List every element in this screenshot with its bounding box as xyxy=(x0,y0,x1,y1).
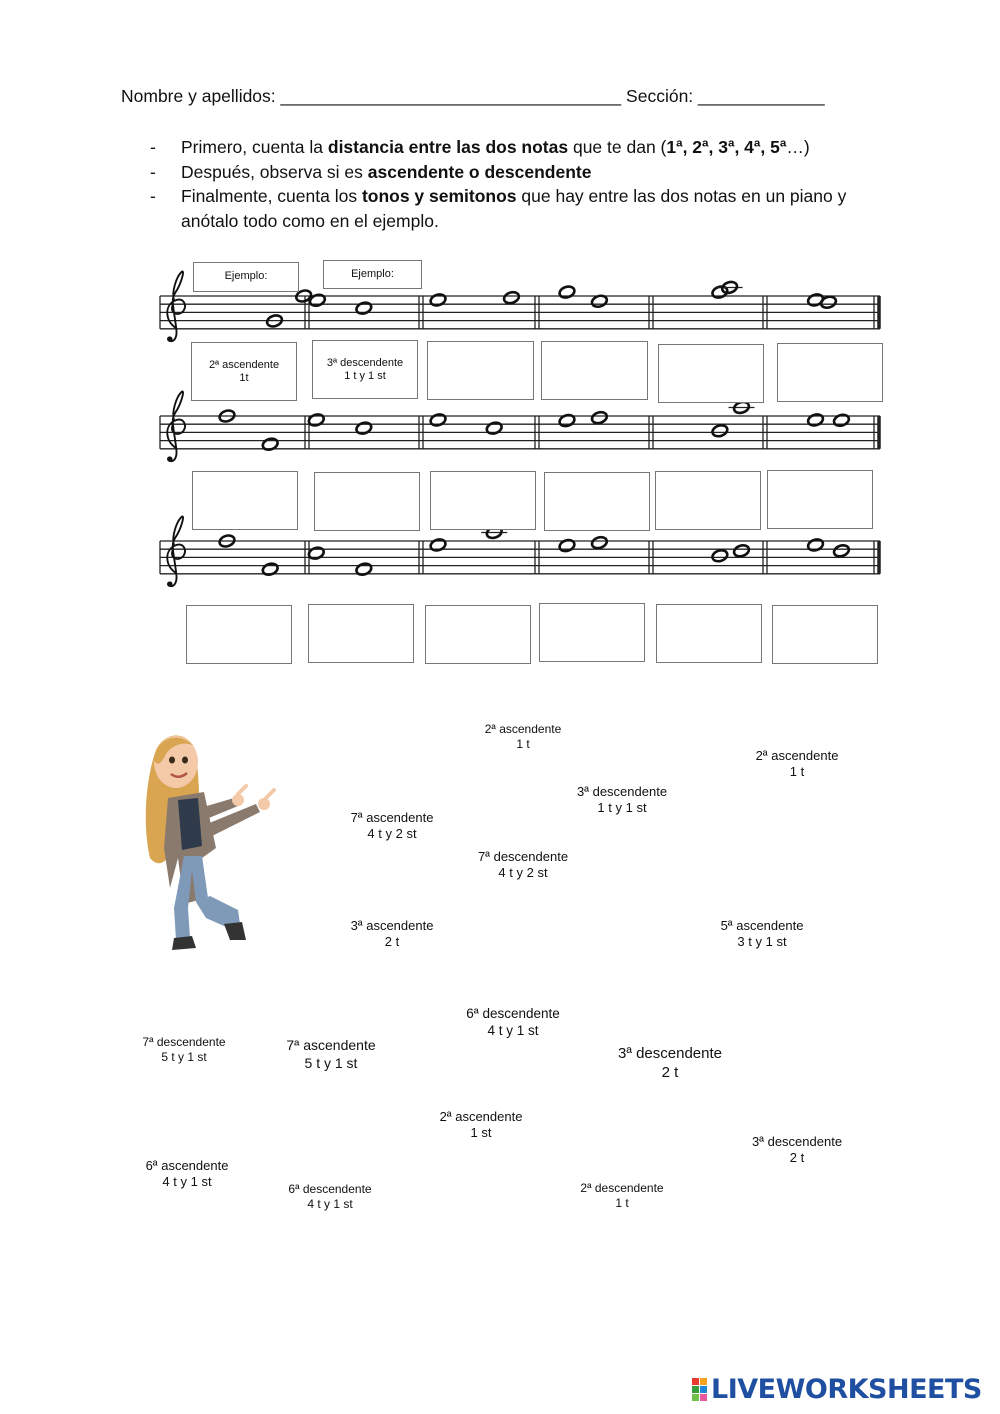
logo-block-6 xyxy=(700,1394,707,1401)
answer-tile-4[interactable]: 7ª ascendente 4 t y 2 st xyxy=(350,810,434,842)
whole-note xyxy=(807,413,825,428)
instruction-3: - Finalmente, cuenta los tonos y semitonos que hay entre las dos notas en un piano y anótalo todo como en el ejemplo. xyxy=(150,186,847,231)
name-field-label: Nombre y apellidos: ___________________________________ xyxy=(121,86,622,106)
whole-note xyxy=(833,413,851,428)
answer-box-2-4[interactable] xyxy=(544,472,650,531)
whole-note xyxy=(355,301,373,316)
instruction-1: - Primero, cuenta la distancia entre las dos notas que te dan (1ª, 2ª, 3ª, 4ª, 5ª…) xyxy=(150,137,810,157)
treble-clef-icon xyxy=(167,271,185,341)
answer-box-3-5[interactable] xyxy=(656,604,762,663)
answer-box-2-3[interactable] xyxy=(430,471,536,530)
answer-tile-10[interactable]: 7ª ascendente 5 t y 1 st xyxy=(286,1037,376,1071)
whole-note xyxy=(429,538,447,553)
answer-tile-5[interactable]: 7ª descendente 4 t y 2 st xyxy=(477,849,569,881)
answer-box-2-6[interactable] xyxy=(767,470,873,529)
whole-note xyxy=(429,293,447,308)
whole-note xyxy=(558,285,576,300)
treble-clef-icon xyxy=(167,516,185,586)
whole-note xyxy=(711,423,729,438)
answer-tile-3[interactable]: 3ª descendente 1 t y 1 st xyxy=(576,784,668,816)
logo-block-5 xyxy=(692,1394,699,1401)
answer-tile-11[interactable]: 3ª descendente 2 t xyxy=(618,1045,722,1081)
logo-block-3 xyxy=(692,1386,699,1393)
answer-tile-14[interactable]: 6ª ascendente 4 t y 1 st xyxy=(145,1158,229,1190)
answer-tile-13[interactable]: 3ª descendente 2 t xyxy=(751,1134,843,1166)
example-label-1: Ejemplo: xyxy=(193,262,299,292)
answer-box-example-1: 2ª ascendente 1t xyxy=(191,342,297,401)
logo-block-4 xyxy=(700,1386,707,1393)
whole-note xyxy=(807,538,825,553)
answer-box-1-3[interactable] xyxy=(427,341,534,400)
answer-tile-8[interactable]: 6ª descendente 4 t y 1 st xyxy=(466,1006,560,1038)
whole-note xyxy=(307,413,325,428)
answer-tile-7[interactable]: 5ª ascendente 3 t y 1 st xyxy=(720,918,804,950)
teacher-avatar-icon xyxy=(138,728,278,954)
logo-block-2 xyxy=(700,1378,707,1385)
answer-tile-15[interactable]: 6ª descendente 4 t y 1 st xyxy=(288,1182,372,1211)
answer-tile-16[interactable]: 2ª descendente 1 t xyxy=(580,1181,664,1210)
logo-blocks-icon xyxy=(692,1378,707,1401)
answer-tile-12[interactable]: 2ª ascendente 1 st xyxy=(439,1109,523,1141)
answer-box-1-4[interactable] xyxy=(541,341,648,400)
whole-note xyxy=(355,421,373,436)
whole-note xyxy=(833,544,851,559)
example-label-2: Ejemplo: xyxy=(323,260,422,289)
logo-block-1 xyxy=(692,1378,699,1385)
answer-box-1-6[interactable] xyxy=(777,343,883,402)
whole-note xyxy=(591,410,609,425)
section-field-label: Sección: _____________ xyxy=(626,86,825,106)
answer-tile-1[interactable]: 2ª ascendente 1 t xyxy=(484,722,562,751)
answer-tile-2[interactable]: 2ª ascendente 1 t xyxy=(755,748,839,780)
answer-box-3-6[interactable] xyxy=(772,605,878,664)
whole-note xyxy=(733,544,751,559)
answer-tile-6[interactable]: 3ª ascendente 2 t xyxy=(350,918,434,950)
answer-box-2-1[interactable] xyxy=(192,471,298,530)
answer-box-2-5[interactable] xyxy=(655,471,761,530)
answer-box-3-2[interactable] xyxy=(308,604,414,663)
staff-2 xyxy=(160,391,880,461)
whole-note xyxy=(711,548,729,563)
answer-box-3-4[interactable] xyxy=(539,603,645,662)
whole-note xyxy=(485,421,503,436)
answer-box-2-2[interactable] xyxy=(314,472,420,531)
answer-box-example-2: 3ª descendente 1 t y 1 st xyxy=(312,340,418,399)
answer-tile-9[interactable]: 7ª descendente 5 t y 1 st xyxy=(142,1035,226,1064)
logo-text: LIVEWORKSHEETS xyxy=(711,1374,982,1405)
whole-note xyxy=(591,535,609,550)
whole-note xyxy=(503,290,521,305)
answer-box-3-1[interactable] xyxy=(186,605,292,664)
treble-clef-icon xyxy=(167,391,185,461)
answer-box-1-5[interactable] xyxy=(658,344,764,403)
answer-box-3-3[interactable] xyxy=(425,605,531,664)
whole-note xyxy=(307,546,325,561)
liveworksheets-logo xyxy=(692,1374,982,1405)
instruction-2: - Después, observa si es ascendente o descendente xyxy=(150,161,592,182)
whole-note xyxy=(429,413,447,428)
